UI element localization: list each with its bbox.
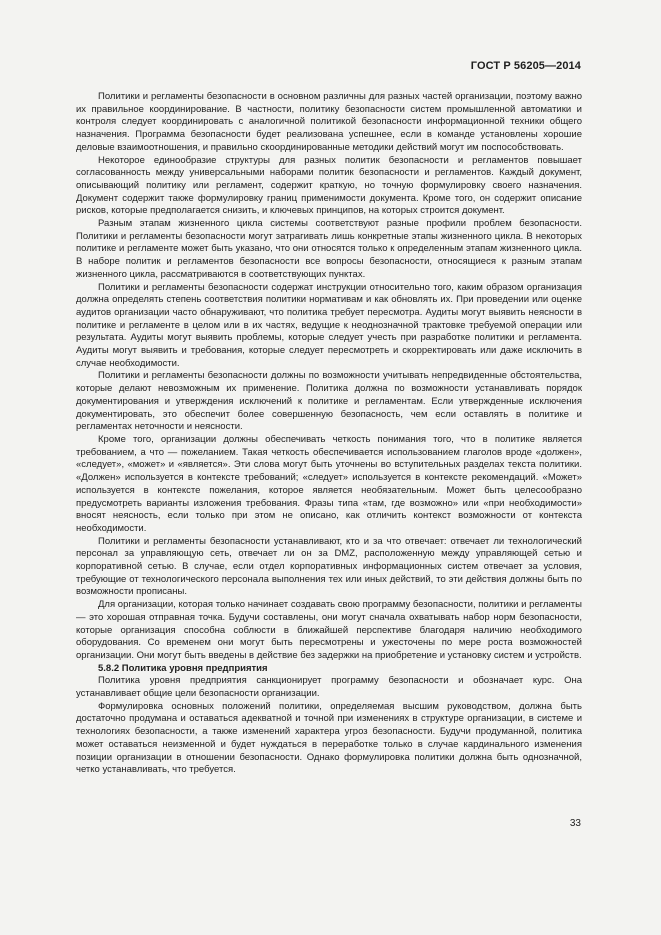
body-paragraph: Для организации, которая только начинает создавать свою программу безопасности, политики и регламенты — это хорошая отправная точка. Будучи составлены, они могут сначала охватывать набор норм безопасности, которые организация способна соблюсти в ближайшей перспективе благодаря наличию необходимого оборудования. Со временем они могут быть пересмотрены и ужесточены по мере роста возможностей организации. Они могут быть введены в действие без задержки на приобретение и установку систем и устройств. [76, 599, 582, 661]
document-header-id: ГОСТ Р 56205—2014 [470, 60, 581, 72]
body-paragraph: Политики и регламенты безопасности должны по возможности учитывать непредвиденные обстоятельства, которые делают невозможным их применение. Политика должна по возможности устанавливать порядок документирования и утверждения исключений к политике и регламентам. Если утвержденные исключения документировать, это обеспечит более совершенную безопасность, чем если оставлять в политике и регламентах неточности и неясности. [76, 370, 582, 433]
body-paragraph: Кроме того, организации должны обеспечивать четкость понимания того, что в политике является требованием, а что — пожеланием. Такая четкость обеспечивается использованием глаголов вроде «должен», «следует», «может» и «является». Эти слова могут быть уточнены во вступительных разделах текста политики. «Должен» используется в контексте требований; «следует» используется в контексте рекомендаций. «Может» используется в контексте пожелания, которое является необязательным. Может быть целесообразно предусмотреть варианты изложения требования. Фразы типа «там, где возможно» или «при необходимости» вносят неясность, если только при этом не описано, как отличить контекст возможности от контекста необходимости. [76, 433, 582, 534]
section-paragraph: Политика уровня предприятия санкционирует программу безопасности и обозначает курс. Она устанавливает общие цели безопасности организации. [76, 675, 582, 700]
section-heading: 5.8.2 Политика уровня предприятия [98, 662, 268, 674]
body-paragraph: Разным этапам жизненного цикла системы соответствуют разные профили проблем безопасности. Политики и регламенты безопасности могут затрагивать лишь конкретные этапы жизненного цикла. В некоторых политике и регламенте может быть указано, что они относятся только к определенным этапам жизненного цикла. В наборе политик и регламентов безопасности все вопросы безопасности, относящиеся к разным этапам жизненного цикла, рассматриваются в соответствующих пунктах. [76, 218, 582, 280]
body-paragraph: Политики и регламенты безопасности содержат инструкции относительно того, каким образом организация должна определять степень соответствия политики нормативам и как обновлять их. При проведении или оценке аудитов организации часто обнаруживают, что политика требует пересмотра. Аудиты могут выявить неясности в политике и регламенте в целом или в их частях, ведущие к неоднозначной трактовке требуемой операции или результата. Аудиты могут выявить проблемы, которые следует учесть при разработке политики и регламента. Аудиты могут выявить и требования, которые следует пересмотреть и скорректировать или даже исключить в случае необходимости. [76, 281, 582, 369]
section-paragraph: Формулировка основных положений политики, определяемая высшим руководством, должна быть достаточно продумана и оставаться адекватной и точной при изменениях в структуре организации, в системе и технологиях безопасности, а также изменений характера угроз безопасности. Будучи продуманной, политика может оставаться неизменной и будет нуждаться в переработке только в случае кардинального изменения позиции организации в отношении безопасности. Однако формулировка политики должна быть однозначной, четко устанавливать, что требуется. [76, 700, 582, 776]
page-number: 33 [569, 818, 581, 829]
body-paragraph: Политики и регламенты безопасности устанавливают, кто и за что отвечает: отвечает ли технологический персонал за управляющую сеть, отвечает ли он за DMZ, расположенную между управляющей сетью и корпоративной сетью. В случае, если отдел корпоративных информационных систем отвечает за условия, требующие от технологического персонала выполнения тех или иных действий, то эти действия должны быть по возможности прописаны. [76, 535, 582, 598]
body-paragraph: Некоторое единообразие структуры для разных политик безопасности и регламентов повышает согласованность между универсальными наборами политик безопасности и регламентов. Каждый документ, описывающий политику или регламент, содержит краткую, но точную формулировку своего назначения. Документ содержит также формулировку границ применимости документа. Кроме того, он содержит описание рисков, которые предполагается снизить, и ключевых принципов, на которых строится документ. [76, 154, 582, 217]
document-body [76, 91, 582, 777]
body-paragraph: Политики и регламенты безопасности в основном различны для разных частей организации, поэтому важно их правильное координирование. В частности, политику безопасности систем промышленной автоматики и контроля следует координировать с аналогичной политикой безопасности информационной техники общего назначения. Программа безопасности будет реализована успешнее, если в команде установлены хорошие деловые взаимоотношения, и правильно скоординированные методики действий могут им поспособствовать. [76, 91, 582, 153]
